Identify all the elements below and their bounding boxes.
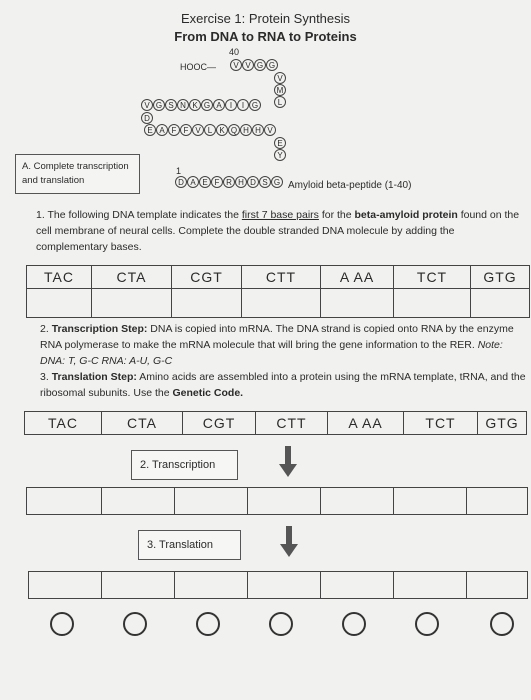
dna-cell: CTT <box>256 412 328 435</box>
amino-acid-bead: S <box>259 176 271 188</box>
complement-cell[interactable] <box>242 289 321 318</box>
dna-template-row <box>27 266 530 289</box>
amino-acid-bead: G <box>249 99 261 111</box>
trna-row <box>29 572 528 599</box>
question-3 <box>40 369 526 401</box>
box-line-2: and translation <box>22 175 85 186</box>
amino-acid-bead: H <box>252 124 264 136</box>
amino-acid-circle[interactable] <box>415 612 439 636</box>
amino-acid-bead: F <box>180 124 192 136</box>
dna-cell: TCT <box>394 266 471 289</box>
trna-cell[interactable] <box>248 572 321 599</box>
q2-bold: Transcription Step: <box>51 323 148 335</box>
amino-acid-bead: I <box>237 99 249 111</box>
amino-acid-bead: V <box>242 59 254 71</box>
dna-cell: CTA <box>92 266 172 289</box>
mrna-cell[interactable] <box>175 488 248 515</box>
amino-acid-bead: G <box>201 99 213 111</box>
transcription-label: 2. Transcription <box>131 450 238 480</box>
mrna-cell[interactable] <box>394 488 467 515</box>
amino-acid-bead: D <box>141 112 153 124</box>
mrna-table <box>26 487 528 515</box>
amino-acid-circle[interactable] <box>342 612 366 636</box>
amino-acid-bead: G <box>271 176 283 188</box>
question-1 <box>36 207 526 255</box>
mrna-cell[interactable] <box>467 488 528 515</box>
q1-number: 1. <box>36 209 45 221</box>
q3-number: 3. <box>40 371 49 383</box>
complement-cell[interactable] <box>92 289 172 318</box>
complement-cell[interactable] <box>172 289 242 318</box>
dna-cell: TAC <box>25 412 102 435</box>
mrna-cell[interactable] <box>321 488 394 515</box>
complement-cell[interactable] <box>27 289 92 318</box>
amino-acid-bead: H <box>235 176 247 188</box>
page-subtitle: From DNA to RNA to Proteins <box>174 29 357 44</box>
dna-double-strand-table <box>26 265 530 318</box>
dna-cell: GTG <box>471 266 530 289</box>
q1-text-post: found on the cell membrane of neural cells. Complete the double stranded DNA molecule by adding the complementary bases. <box>36 209 520 253</box>
amino-acid-bead: V <box>192 124 204 136</box>
trna-cell[interactable] <box>102 572 175 599</box>
trna-cell[interactable] <box>175 572 248 599</box>
dna-cell: TCT <box>404 412 478 435</box>
amino-acid-bead: V <box>264 124 276 136</box>
hooc-label: HOOC— <box>180 62 216 72</box>
amino-acid-bead: Y <box>274 149 286 161</box>
amino-acid-bead: F <box>168 124 180 136</box>
amino-acid-bead: E <box>144 124 156 136</box>
q2-text: DNA is copied into mRNA. The DNA strand is copied onto RNA by the enzyme RNA polymerase to make the mRNA molecule that will bring the gene information to the RER. <box>40 323 514 351</box>
dna-cell: GTG <box>478 412 527 435</box>
amino-acid-bead: D <box>247 176 259 188</box>
amino-acid-circle[interactable] <box>269 612 293 636</box>
amino-acid-circle[interactable] <box>123 612 147 636</box>
complement-cell[interactable] <box>394 289 471 318</box>
dna-cell: TAC <box>27 266 92 289</box>
amino-acid-bead: G <box>153 99 165 111</box>
amino-acid-bead: A <box>213 99 225 111</box>
dna-cell: A AA <box>321 266 394 289</box>
amino-acid-bead: E <box>199 176 211 188</box>
amino-acid-bead: L <box>274 96 286 108</box>
q1-bold: beta-amyloid protein <box>354 209 458 221</box>
q3-bold-genetic-code: Genetic Code. <box>172 387 244 399</box>
amino-acid-bead: G <box>266 59 278 71</box>
dna-cell: CGT <box>183 412 256 435</box>
amino-acid-bead: I <box>225 99 237 111</box>
amino-acid-bead: K <box>189 99 201 111</box>
q2-number: 2. <box>40 323 49 335</box>
q3-bold: Translation Step: <box>51 371 137 383</box>
amino-acid-circle[interactable] <box>50 612 74 636</box>
amino-acid-bead: G <box>254 59 266 71</box>
q3-text: Amino acids are assembled into a protein using the mRNA template, tRNA, and the ribosomal subunits. Use the <box>40 371 526 399</box>
amino-acid-circle[interactable] <box>196 612 220 636</box>
amino-acid-bead: S <box>165 99 177 111</box>
mrna-cell[interactable] <box>27 488 102 515</box>
trna-cell[interactable] <box>394 572 467 599</box>
amino-acid-bead: N <box>177 99 189 111</box>
dna-complement-row <box>27 289 530 318</box>
amino-acid-bead: D <box>175 176 187 188</box>
trna-cell[interactable] <box>467 572 528 599</box>
amino-acid-circle[interactable] <box>490 612 514 636</box>
peptide-name: Amyloid beta-peptide (1-40) <box>288 180 412 191</box>
dna-template-table-2 <box>24 411 527 435</box>
down-arrow-icon <box>279 526 299 558</box>
dna-cell: A AA <box>328 412 404 435</box>
amino-acid-bead: V <box>274 72 286 84</box>
amino-acid-bead: H <box>240 124 252 136</box>
residue-number-40: 40 <box>229 47 240 57</box>
amino-acid-bead: V <box>230 59 242 71</box>
q1-underlined: first 7 base pairs <box>241 209 319 221</box>
amino-acid-bead: F <box>211 176 223 188</box>
amino-acid-bead: M <box>274 84 286 96</box>
amino-acid-bead: A <box>156 124 168 136</box>
trna-table <box>28 571 528 599</box>
residue-number-1: 1 <box>176 166 182 176</box>
q1-text-pre: The following DNA template indicates the <box>47 209 242 221</box>
dna-cell: CTT <box>242 266 321 289</box>
mrna-cell[interactable] <box>248 488 321 515</box>
amino-acid-bead: V <box>141 99 153 111</box>
box-line-1: A. Complete transcription <box>22 161 129 172</box>
mrna-cell[interactable] <box>102 488 175 515</box>
trna-cell[interactable] <box>29 572 102 599</box>
amino-acid-bead: Q <box>228 124 240 136</box>
q2-note: Note: DNA: T, G-C RNA: A-U, G-C <box>40 339 503 367</box>
q1-text-mid: for the <box>318 209 355 221</box>
translation-label: 3. Translation <box>138 530 241 560</box>
complement-cell[interactable] <box>321 289 394 318</box>
amino-acid-bead: E <box>274 137 286 149</box>
mrna-row <box>27 488 528 515</box>
dna-cell: CTA <box>102 412 183 435</box>
amino-acid-bead: K <box>216 124 228 136</box>
amino-acid-bead: A <box>187 176 199 188</box>
amino-acid-bead: L <box>204 124 216 136</box>
amino-acid-bead: R <box>223 176 235 188</box>
question-2 <box>40 321 526 369</box>
page-title: Exercise 1: Protein Synthesis <box>180 11 351 26</box>
dna-cell: CGT <box>172 266 242 289</box>
complement-cell[interactable] <box>471 289 530 318</box>
dna-template-row-2 <box>25 412 527 435</box>
box-complete-transcription <box>15 154 140 194</box>
trna-cell[interactable] <box>321 572 394 599</box>
down-arrow-icon <box>278 446 298 478</box>
